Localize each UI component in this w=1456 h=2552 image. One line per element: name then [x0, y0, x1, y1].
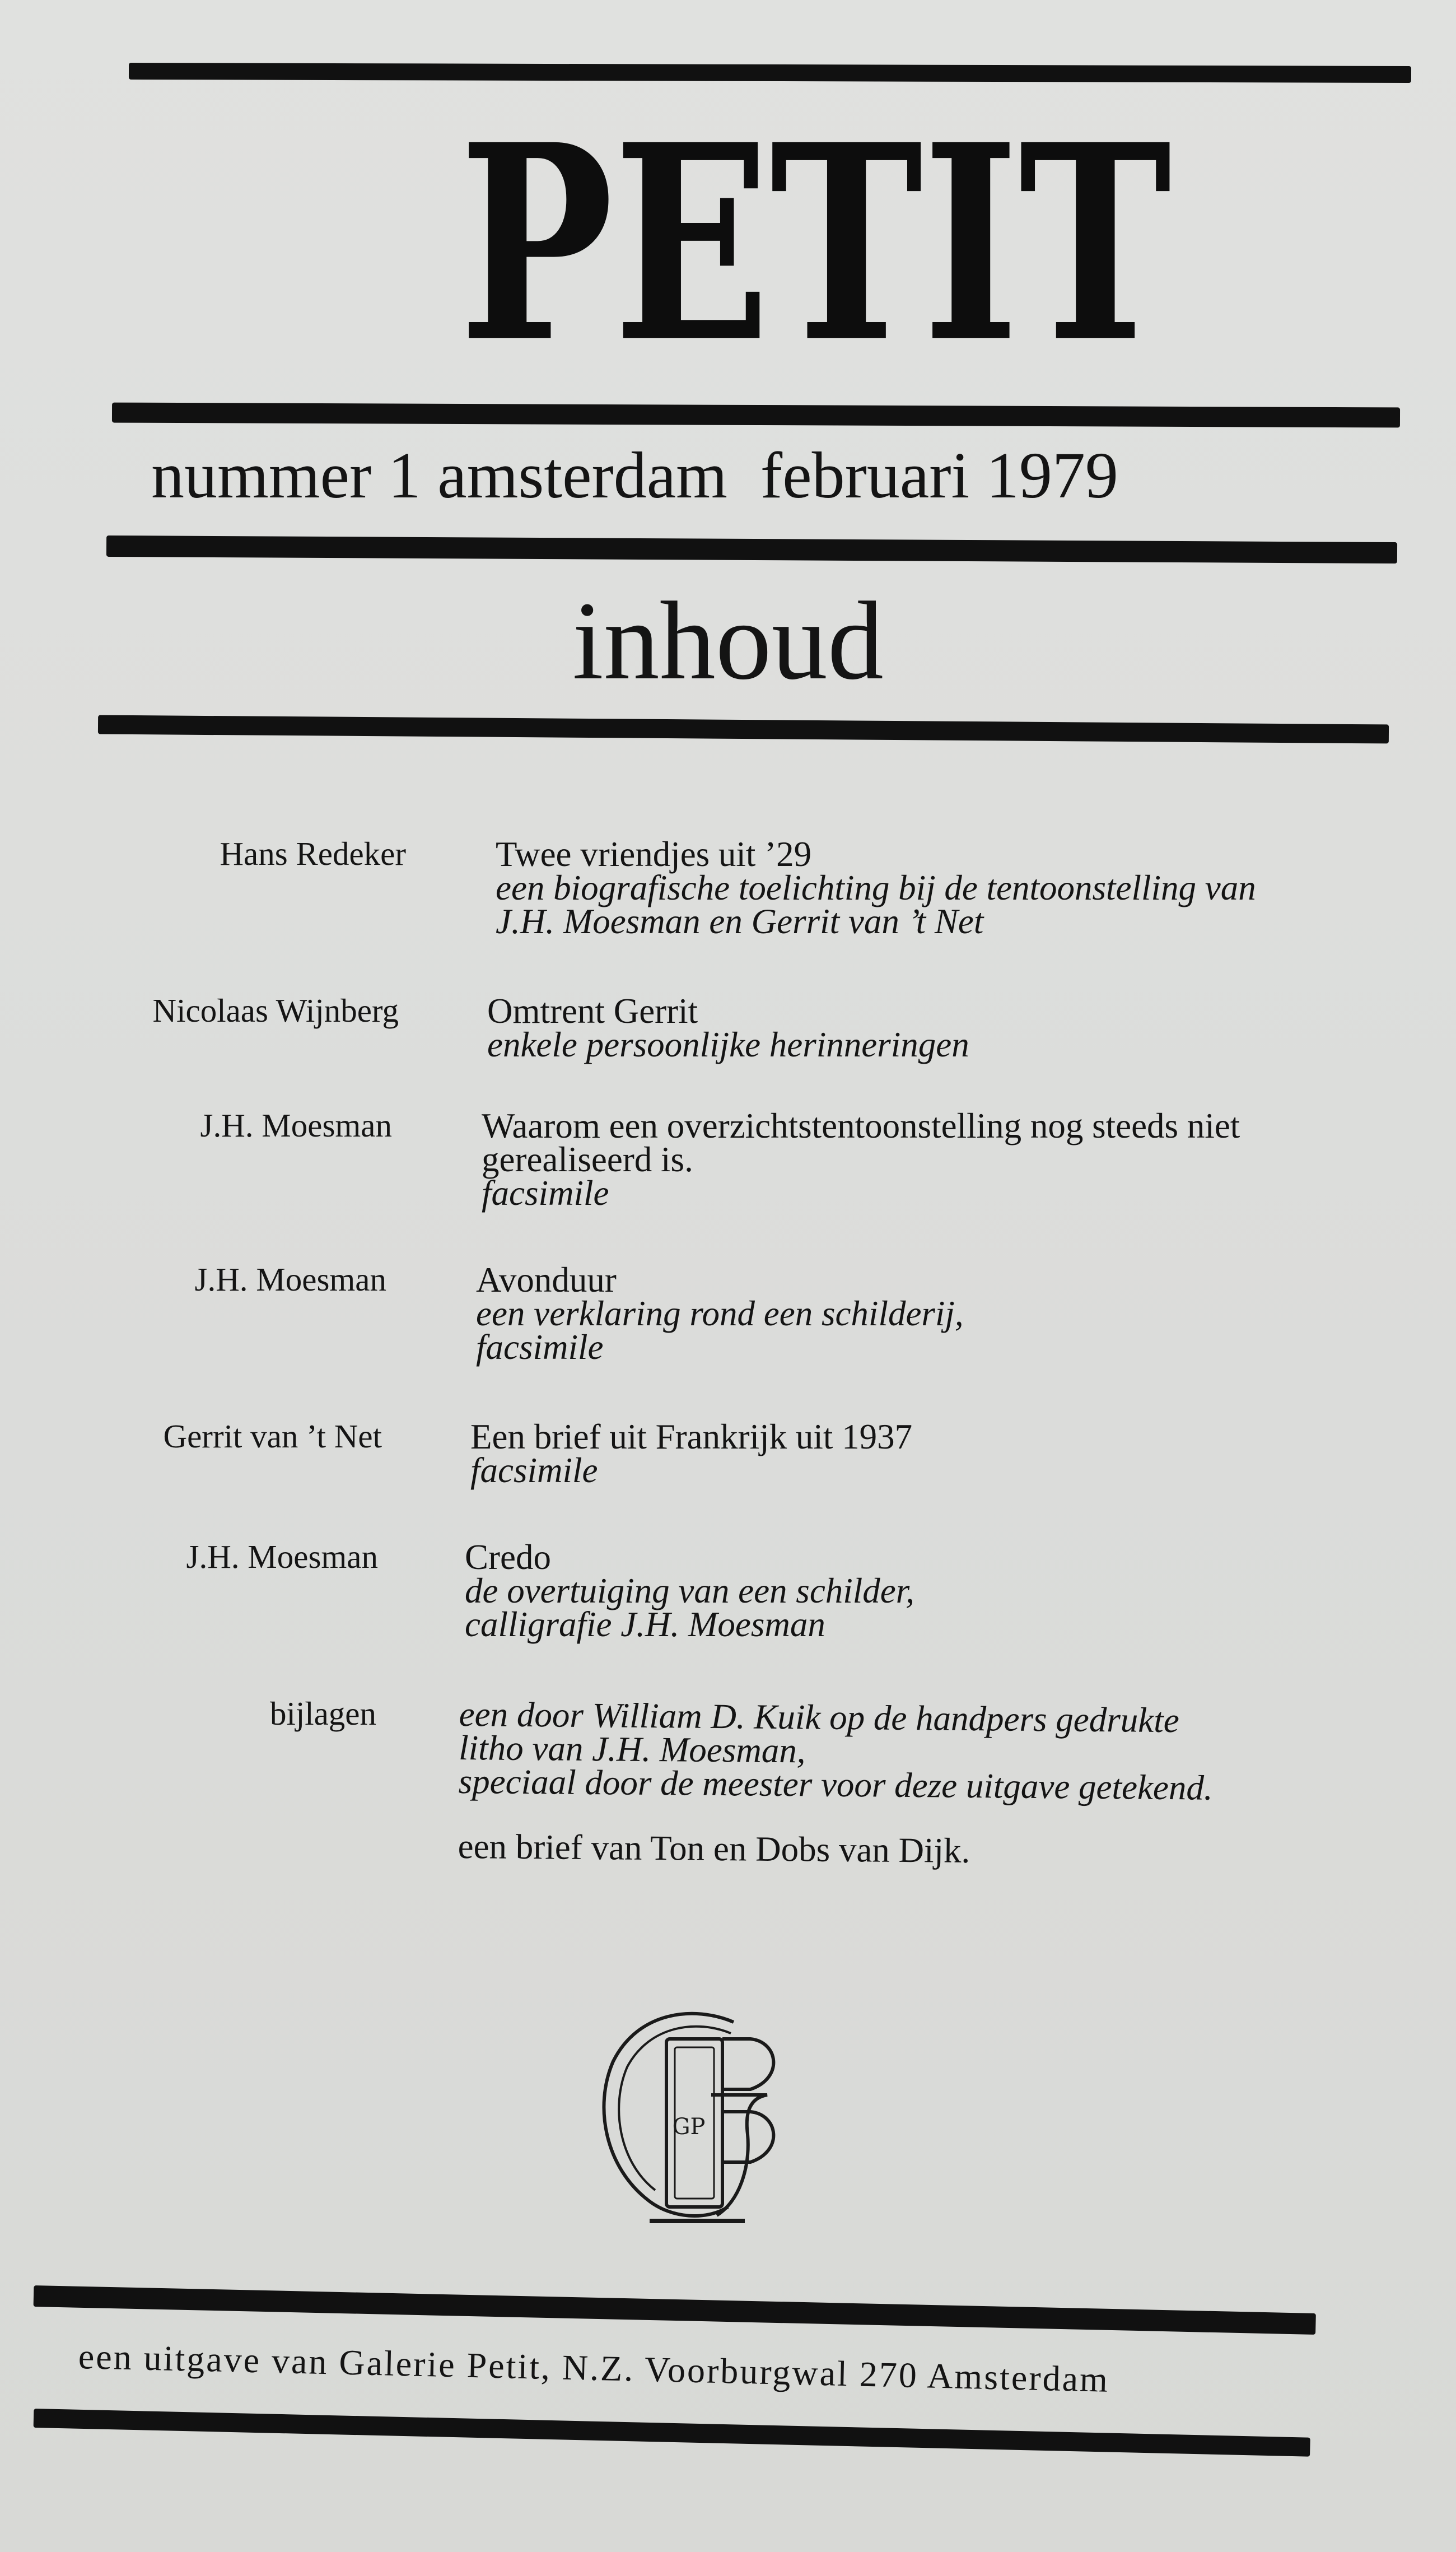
- toc-content: [470, 1417, 1422, 1490]
- toc-author: Nicolaas Wijnberg: [152, 992, 399, 1029]
- toc-description: J.H. Moesman en Gerrit van ’t Net: [496, 902, 984, 941]
- toc-description: de overtuiging van een schilder,: [465, 1571, 915, 1610]
- toc-description: facsimile: [482, 1173, 609, 1213]
- toc-content: [476, 1260, 1428, 1367]
- toc-title: Omtrent Gerrit: [487, 991, 698, 1031]
- toc-description: speciaal door de meester voor deze uitgave getekend.: [458, 1761, 1214, 1808]
- publisher-line: een uitgave van Galerie Petit, N.Z. Voorburgwal 270 Amsterdam: [78, 2336, 1110, 2400]
- toc-description: een verklaring rond een schilderij,: [476, 1294, 964, 1333]
- issue-line: nummer 1 amsterdam februari 1979: [151, 439, 1118, 512]
- toc-description: calligrafie J.H. Moesman: [465, 1605, 825, 1644]
- toc-author: Gerrit van ’t Net: [163, 1418, 382, 1455]
- toc-author: J.H. Moesman: [200, 1107, 392, 1144]
- toc-title: Credo: [465, 1538, 551, 1577]
- toc-description: facsimile: [470, 1451, 598, 1490]
- toc-extra: een brief van Ton en Dobs van Dijk.: [458, 1826, 970, 1870]
- toc-content: [496, 835, 1448, 941]
- toc-description: enkele persoonlijke herinneringen: [487, 1025, 969, 1064]
- top-rule: [129, 63, 1411, 83]
- toc-author: Hans Redeker: [220, 835, 406, 872]
- masthead-bottom-rule: [112, 403, 1400, 428]
- heading-bottom-rule: [98, 715, 1389, 744]
- toc-author: J.H. Moesman: [194, 1261, 386, 1298]
- toc-title: Een brief uit Frankrijk uit 1937: [470, 1417, 913, 1456]
- toc-title: Avonduur: [476, 1260, 617, 1300]
- logo-letter: T: [1019, 86, 1172, 402]
- svg-text:GP: GP: [672, 2114, 706, 2140]
- logo-letter: T: [770, 86, 923, 402]
- toc-description: een biografische toelichting bij de tentoonstelling van: [496, 868, 1256, 907]
- footer-top-rule: [34, 2285, 1316, 2335]
- toc-content: [465, 1538, 1417, 1644]
- footer-bottom-rule: [34, 2409, 1310, 2457]
- toc-description: een door William D. Kuik op de handpers gedrukte: [459, 1694, 1180, 1740]
- toc-title: Twee vriendjes uit ’29: [496, 835, 812, 874]
- toc-heading: inhoud: [572, 579, 884, 703]
- toc-description: facsimile: [476, 1328, 604, 1367]
- logo-letter: I: [922, 86, 1019, 402]
- toc-title: Waarom een overzichtstentoonstelling nog steeds niet gerealiseerd is.: [482, 1106, 1240, 1179]
- toc-content: [458, 1694, 1378, 1871]
- toc-author: bijlagen: [269, 1695, 376, 1732]
- gp-monogram-icon: [582, 2000, 795, 2235]
- issue-bottom-rule: [106, 535, 1397, 564]
- toc-description: litho van J.H. Moesman,: [458, 1727, 806, 1771]
- toc-content: [487, 991, 1439, 1064]
- toc-content: [482, 1106, 1355, 1213]
- masthead-logo: [459, 86, 1172, 402]
- logo-letter: P: [459, 86, 614, 402]
- logo-letter: E: [613, 86, 771, 402]
- toc-author: J.H. Moesman: [186, 1538, 378, 1575]
